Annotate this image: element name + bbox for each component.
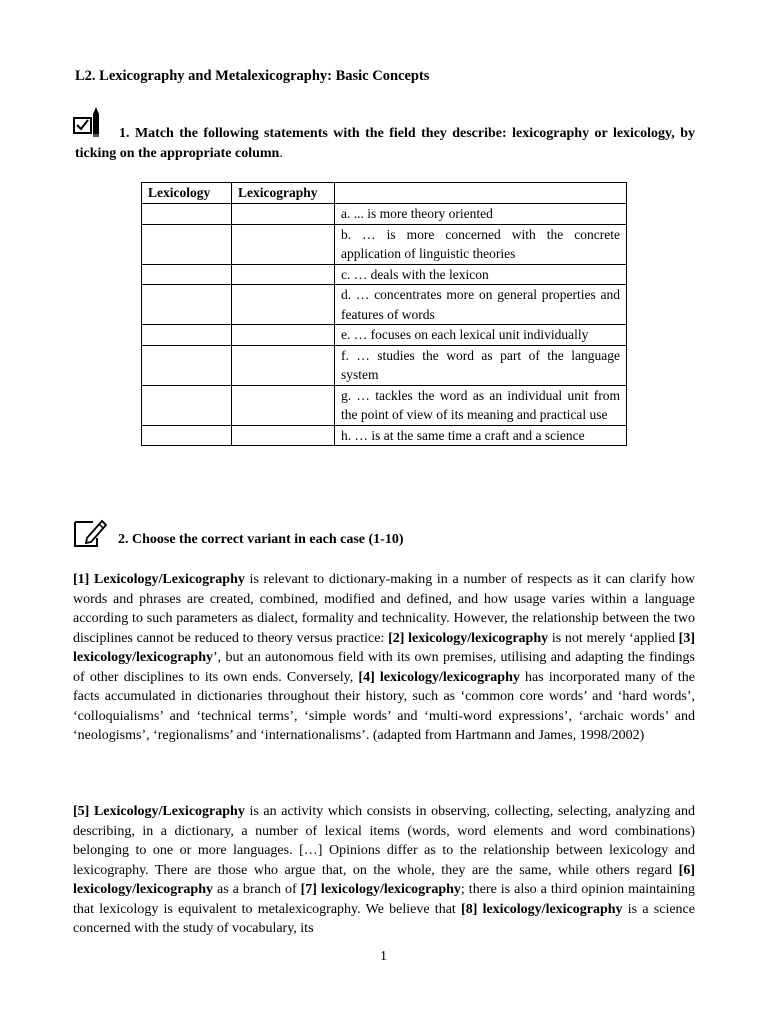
tick-cell-lexicography[interactable] (232, 204, 335, 225)
blank-2[interactable]: [2] lexicology/lexicography (388, 630, 549, 646)
table-row (142, 325, 627, 346)
table-row (142, 204, 627, 225)
tick-cell-lexicology[interactable] (142, 264, 232, 285)
text: ; there is also a third opinion maintaining that lexicology is equivalent to metalexicography. We believe that (73, 882, 695, 917)
tick-cell-lexicography[interactable] (232, 385, 335, 425)
matching-table (141, 182, 627, 446)
page-title: L2. Lexicography and Metalexicography: Basic Concepts (75, 68, 430, 84)
tick-cell-lexicology[interactable] (142, 204, 232, 225)
table-row (142, 264, 627, 285)
blank-5[interactable]: [5] Lexicology/Lexicography (73, 804, 245, 819)
tick-cell-lexicology[interactable] (142, 285, 232, 325)
tick-cell-lexicography[interactable] (232, 285, 335, 325)
question-1 (75, 124, 695, 164)
text: has incorporated many of the facts accumulated in dictionaries throughout their history, such as ‘common core words’ and ‘hard words’, ‘colloquialisms’ and ‘technical terms’, ‘simple words’ and ‘multi-word expressions’, ‘archaic words’ and ‘neologisms’, ‘regionalisms’ and ‘internationalisms’. (adapted from Hartmann and James, 1998/2002) (73, 669, 696, 743)
tick-cell-lexicology[interactable] (142, 425, 232, 446)
tick-cell-lexicography[interactable] (232, 264, 335, 285)
blank-4[interactable]: [4] lexicology/lexicography (358, 669, 520, 685)
tick-cell-lexicology[interactable] (142, 385, 232, 425)
tick-cell-lexicography[interactable] (232, 345, 335, 385)
blank-8[interactable]: [8] lexicology/lexicography (461, 901, 623, 917)
text: as a branch of (212, 882, 301, 897)
text: is relevant to dictionary-making in a number of respects as it can clarify how words and phrases are created, combined, modified and defined, and how usage varies within a language according to such parameters as dialect, formality and technicality. However, the relationship between the two disciplines cannot be reduced to theory versus practice: (73, 572, 696, 646)
tick-cell-lexicology[interactable] (142, 345, 232, 385)
column-header-statement (335, 183, 627, 204)
blank-6[interactable]: [6] lexicology/lexicography (73, 862, 695, 897)
text: is an activity which consists in observing, collecting, selecting, analyzing and describing, in a dictionary, a number of lexical items (words, word elements and word combinations) belonging to one or more languages. […] Opinions differ as to the relationship between lexicology and lexicography. There are those who argue that, on the whole, they are the same, while others regard (73, 804, 695, 878)
statement-cell: h. … is at the same time a craft and a science (335, 425, 627, 446)
question-2: 2. Choose the correct variant in each case (1-10) (118, 532, 404, 547)
question-1-end: . (279, 146, 283, 161)
table-header-row (142, 183, 627, 204)
table-row (142, 425, 627, 446)
blank-7[interactable]: [7] lexicology/lexicography (300, 882, 461, 897)
statement-cell: c. … deals with the lexicon (335, 264, 627, 285)
text: ’, but an autonomous field with its own premises, utilising and adapting the findings of other disciplines to its own ends. Conversely, (73, 650, 695, 685)
table-row (142, 345, 627, 385)
statement-cell: f. … studies the word as part of the language system (335, 345, 627, 385)
tick-cell-lexicography[interactable] (232, 325, 335, 346)
statement-cell: a. ... is more theory oriented (335, 204, 627, 225)
table-row (142, 224, 627, 264)
paragraph-1 (73, 570, 695, 746)
tick-cell-lexicology[interactable] (142, 325, 232, 346)
column-header-lexicology: Lexicology (142, 183, 232, 204)
statement-cell: b. … is more concerned with the concrete application of linguistic theories (335, 224, 627, 264)
question-1-text: 1. Match the following statements with the field they describe: lexicography or lexicology, by ticking on the appropriate column (75, 126, 695, 161)
tick-cell-lexicography[interactable] (232, 224, 335, 264)
notepad-pencil-icon (73, 516, 107, 548)
tick-cell-lexicology[interactable] (142, 224, 232, 264)
statement-cell: g. … tackles the word as an individual unit from the point of view of its meaning and practical use (335, 385, 627, 425)
page-number: 1 (380, 949, 387, 964)
table-row (142, 285, 627, 325)
blank-1[interactable]: [1] Lexicology/Lexicography (73, 572, 245, 587)
text: is not merely ‘applied (548, 630, 679, 646)
statement-cell: d. … concentrates more on general properties and features of words (335, 285, 627, 325)
table-row (142, 385, 627, 425)
blank-3[interactable]: [3] lexicology/lexicography (73, 630, 695, 665)
text: is a science concerned with the study of vocabulary, its (73, 901, 695, 936)
paragraph-2 (73, 802, 695, 939)
column-header-lexicography: Lexicography (232, 183, 335, 204)
tick-cell-lexicography[interactable] (232, 425, 335, 446)
statement-cell: e. … focuses on each lexical unit individually (335, 325, 627, 346)
